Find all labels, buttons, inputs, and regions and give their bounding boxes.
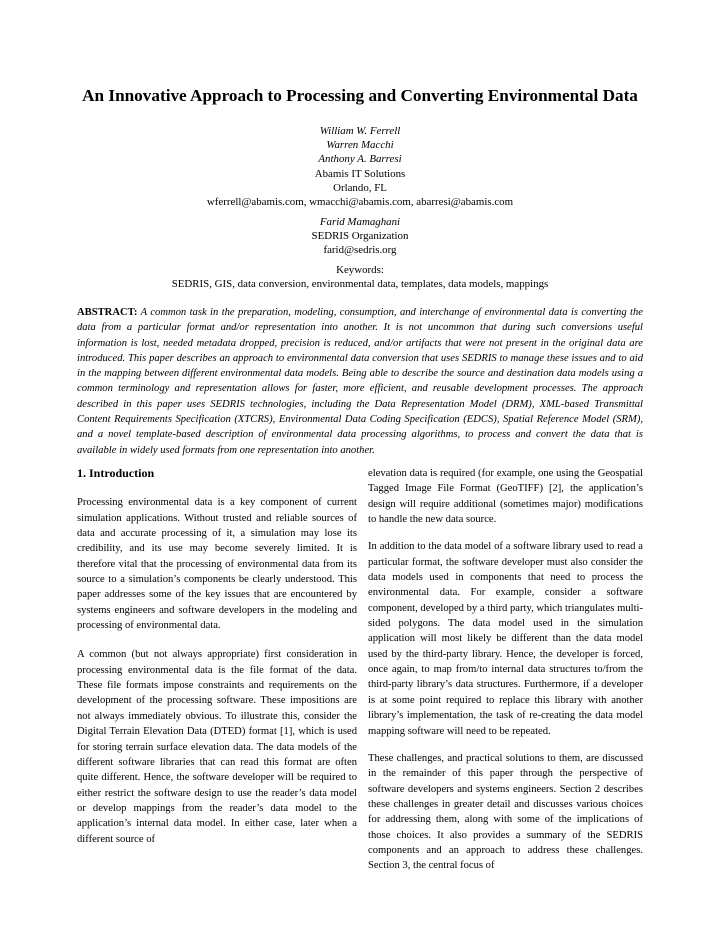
author-organization: Abamis IT Solutions — [314, 167, 406, 180]
author-email: farid@sedris.org — [323, 244, 397, 257]
keywords-block — [0, 263, 720, 291]
author-organization: SEDRIS Organization — [311, 230, 409, 243]
body-paragraph: In addition to the data model of a software library used to read a particular format, the software developer must also consider the data models used in components that need to process the environmental data. For example, consider a software component, developed by a third party, which triangulates multi-sided polygons. The data model used in the simulation application will most likely be different than the data model used by the third-party library. Hence, the developer is forced, once again, to map from/to internal data structures to/from the third-party library’s data structures. Furthermore, if a developer is at some point required to replace this library with another library’s implementation, the task of re-creating the data model mapping software will need to be repeated. — [368, 541, 643, 737]
body-paragraph: Processing environmental data is a key component of current simulation applications. Without trusted and reliable sources of data and accurate processing of it, a simulation may lose its credibility, and its use may become severely limited. It is therefore vital that the processing of environmental data from its source to a simulation’s components be clearly understood. This paper addresses some of the key issues that are encountered by systems engineers and software developers in the modeling and processing of environmental data. — [77, 497, 357, 632]
author-name: Farid Mamaghani — [319, 216, 401, 228]
right-column — [368, 466, 643, 874]
abstract-label: ABSTRACT: — [77, 307, 138, 318]
author-location: Orlando, FL — [333, 181, 387, 194]
author-name: William W. Ferrell — [319, 125, 401, 137]
author-block-sedris — [0, 215, 720, 258]
paper-title: An Innovative Approach to Processing and Converting Environmental Data — [82, 86, 638, 105]
abstract — [77, 305, 643, 458]
author-emails: wferrell@abamis.com, wmacchi@abamis.com, abarresi@abamis.com — [206, 196, 514, 209]
author-name: Anthony A. Barresi — [318, 153, 402, 166]
body-paragraph: A common (but not always appropriate) first consideration in processing environmental data is the file format of the data. These file formats impose constraints and requirements on the development of the processing software. These impositions are not always immediately obvious. To illustrate this, consider the Digital Terrain Elevation Data (DTED) format [1], which is used for storing terrain surface elevation data. The data models of the different software libraries that can read this format are often quite different. Hence, the software developer will be required to either restrict the software design to use the reader’s data model or develop mappings from the reader’s data model to the application’s internal data model. In either case, later when a different source of — [77, 649, 357, 845]
author-name: Warren Macchi — [326, 139, 394, 152]
keywords-label: Keywords: — [336, 264, 384, 276]
section-heading: 1. Introduction — [77, 466, 155, 480]
abstract-text: A common task in the preparation, modeling, consumption, and interchange of environmental data is converting the data from a particular format and/or representation into another. It is not uncommon that during such conversions useful information is lost, needed metadata dropped, precision is reduced, and/or artifacts that were not present in the original data are introduced. This paper describes an approach to environmental data conversion that uses SEDRIS to manage these issues and to aid in the mapping between different environmental data models. Being able to describe the source and destination data models using a common terminology and representation allows for faster, more efficient, and reusable development processes. The approach described in this paper uses SEDRIS technologies, including the Data Representation Model (DRM), XML-based Transmittal Content Requirements Specification (XTCRS), Environmental Data Coding Specification (EDCS), Spatial Reference Model (SRM), and a novel template-based description of environmental data processing algorithms, to process and convert the data that is available in widely used formats from one representation into another. — [77, 307, 643, 456]
left-column — [77, 466, 357, 847]
keywords-list: SEDRIS, GIS, data conversion, environmental data, templates, data models, mappings — [171, 278, 549, 291]
author-block-abamis — [0, 124, 720, 209]
body-paragraph: elevation data is required (for example, one using the Geospatial Tagged Image File Format (GeoTIFF) [2], the application’s design will require additional (sometimes major) modifications to handle the new data source. — [368, 468, 643, 526]
body-paragraph: These challenges, and practical solutions to them, are discussed in the remainder of this paper through the perspective of software developers and systems engineers. Section 2 describes these challenges in greater detail and discusses various choices for addressing them, along with some of the implications of those choices. It also provides a summary of the SEDRIS components and an approach to address these challenges. Section 3, the central focus of — [368, 752, 643, 872]
